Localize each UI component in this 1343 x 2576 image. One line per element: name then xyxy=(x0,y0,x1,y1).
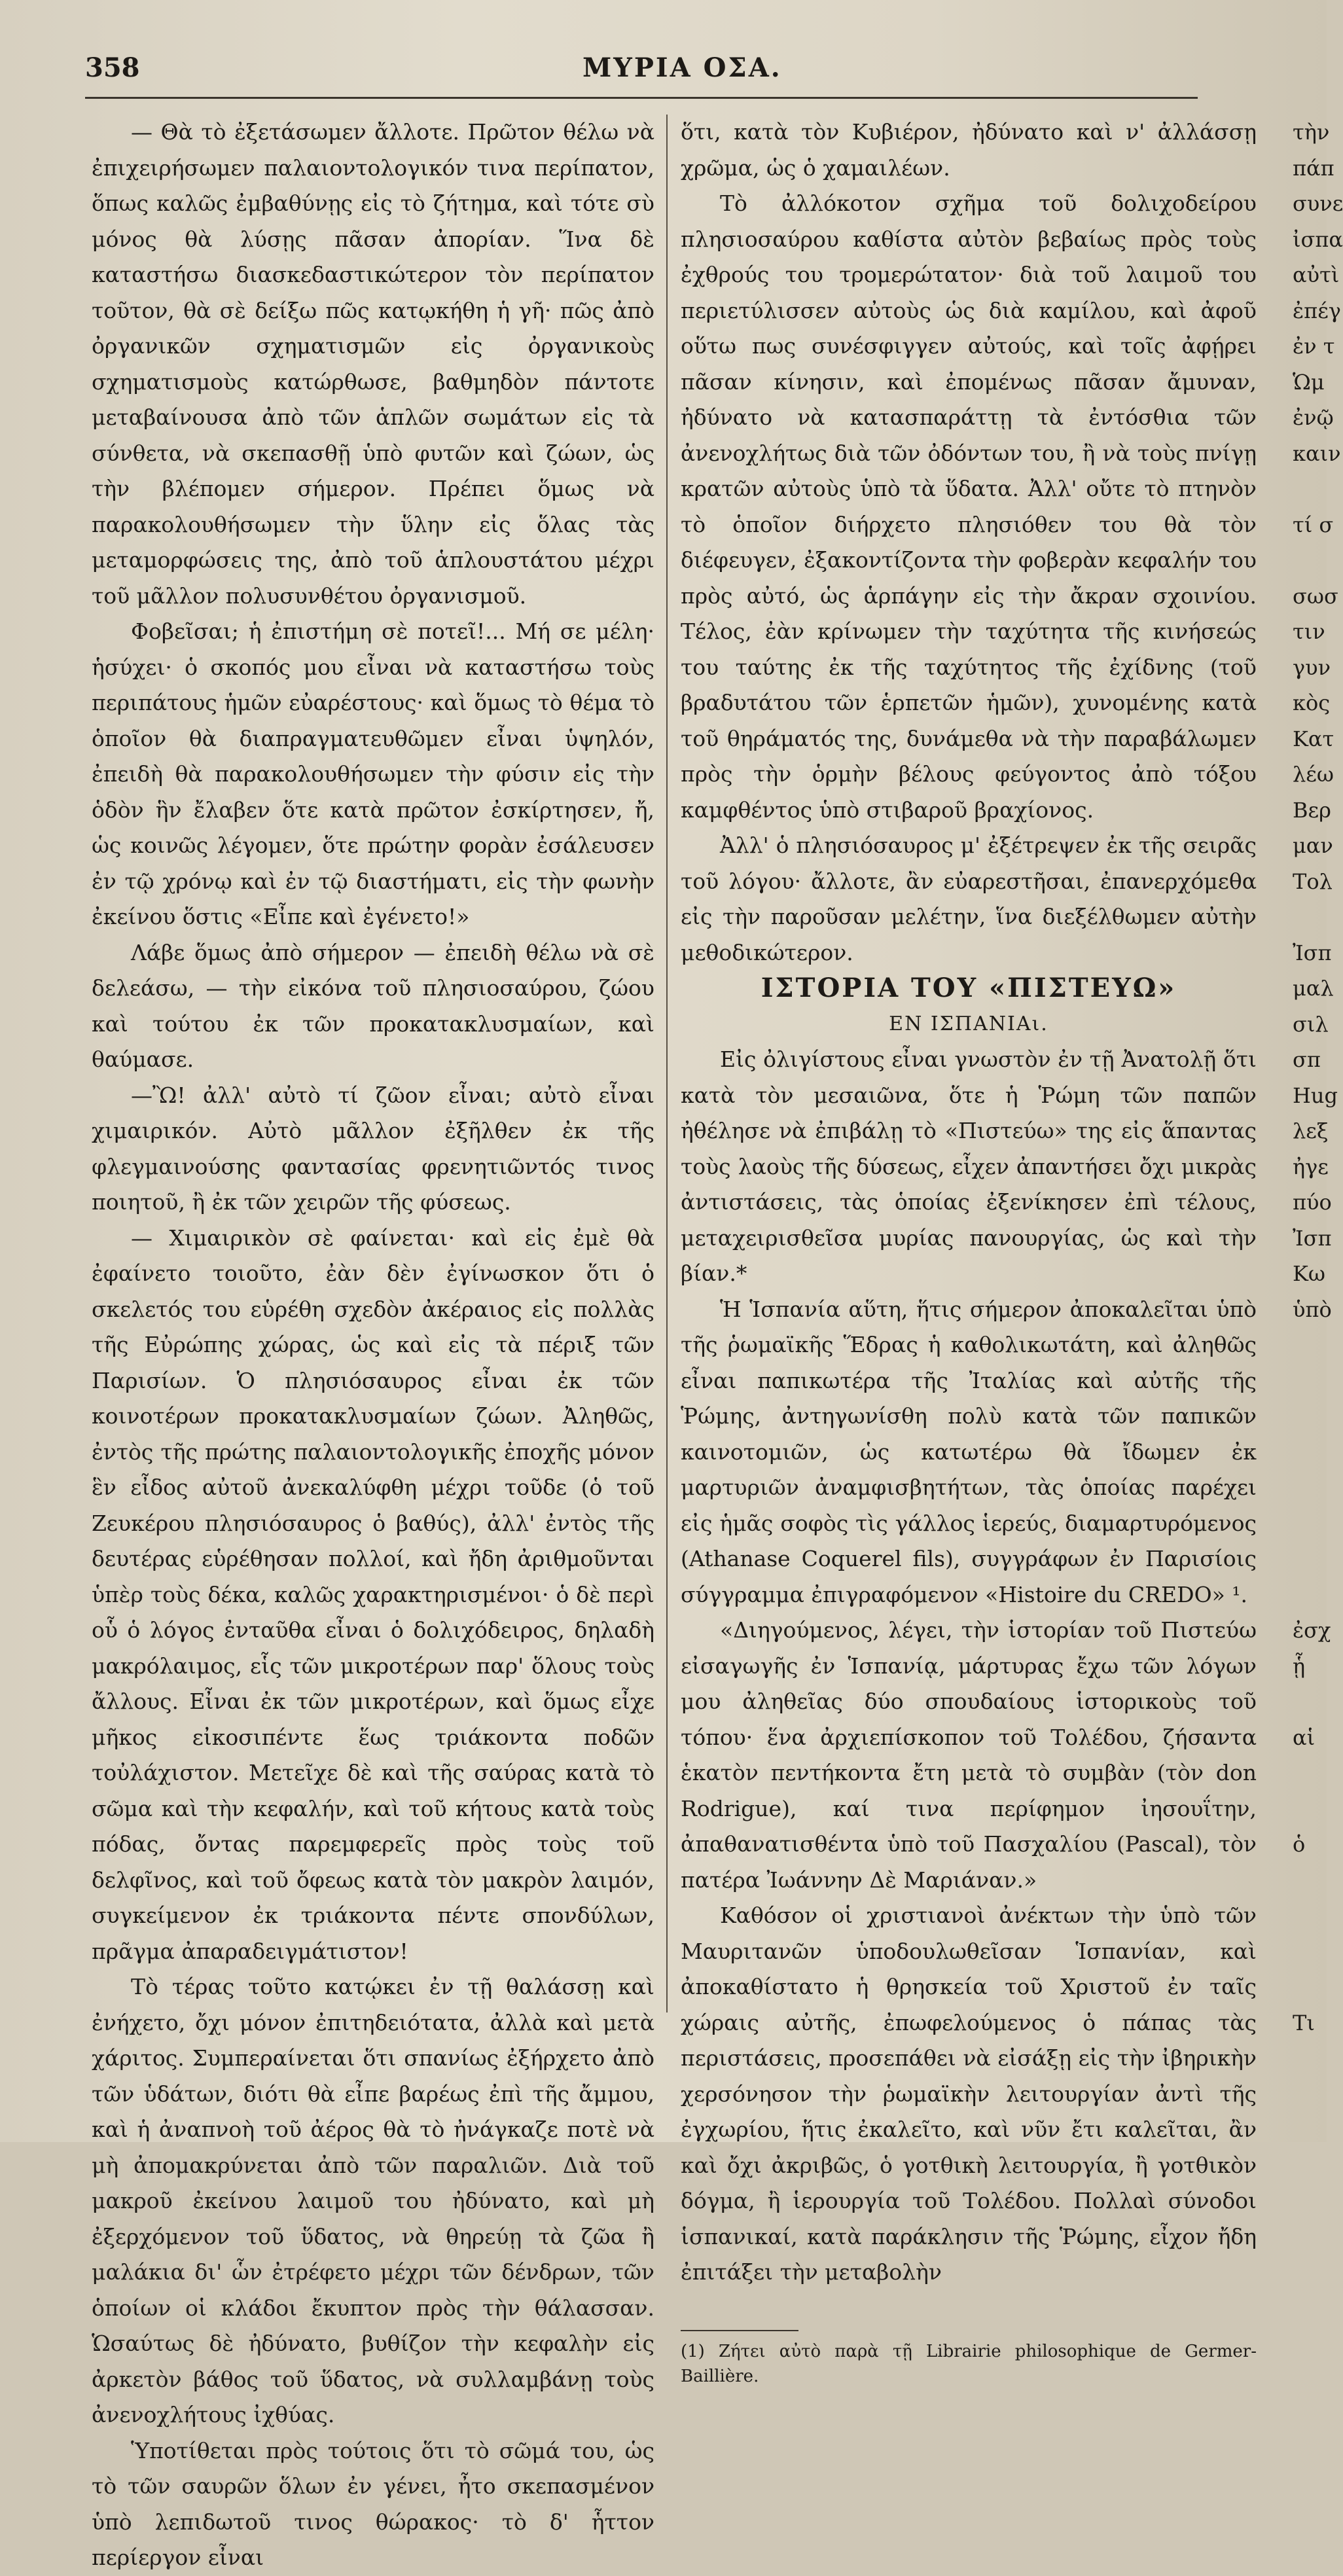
edge-line: τιν xyxy=(1293,619,1325,644)
section-subtitle: ΕΝ ΙΣΠΑΝΙΑι. xyxy=(889,1012,1048,1035)
edge-line xyxy=(1293,471,1327,507)
edge-line xyxy=(1293,1470,1327,1506)
paragraph: Τὸ ἀλλόκοτον σχῆμα τοῦ δολιχοδείρου πλησιοσαύρου καθίστα αὐτὸν βεβαίως πρὸς τοὺς ἐχθρούς του τρομερώτατον· διὰ τοῦ λαιμοῦ του περιετύλισσεν αὐτοὺς ὡς διὰ καμίλου, καὶ ἀφοῦ οὕτω πως συνέσφιγγεν αὐτούς, καὶ τοῖς ἀφῄρει πᾶσαν κίνησιν, καὶ ἐπομένως πᾶσαν ἄμυναν, ἠδύνατο νὰ κατασπαράττῃ τὰ ἐντόσθια τῶν ἀνενοχλήτως διὰ τῶν ὀδόντων του, ἢ νὰ τοὺς πνίγῃ κρατῶν αὐτοὺς ὑπὸ τὰ ὕδατα. Ἀλλ' οὔτε τὸ πτηνὸν τὸ ὁποῖον διήρχετο πλησιόθεν του θὰ τὸν διέφευγεν, ἐξακοντίζοντα τὴν φοβερὰν κεφαλήν του πρὸς αὐτό, ὡς ἁρπάγην εἰς τὴν ἄκραν σχοινίου. Τέλος, ἐὰν κρίνωμεν τὴν ταχύτητα τῆς κινήσεώς του ταύτης ἐκ τῆς ταχύτητος τῆς ἐχίδνης (τοῦ βραδυτάτου τῶν ἑρπετῶν ἡμῶν), χυνομένης κατὰ τοῦ θηράματός της, δυνάμεθα νὰ τὴν παραβάλωμεν πρὸς τὴν ὁρμὴν βέλους φεύγοντος ἀπὸ τόξου καμφθέντος ὑπὸ στιβαροῦ βραχίονος. xyxy=(681,190,1257,823)
edge-line: Κατ xyxy=(1293,726,1334,751)
paragraph: Ἡ Ἱσπανία αὕτη, ἥτις σήμερον ἀποκαλεῖται ὑπὸ τῆς ῥωμαϊκῆς Ἕδρας ἡ καθολικωτάτη, καὶ ἀληθῶς εἶναι παπικωτέρα τῆς Ἰταλίας καὶ αὐτῆς τῆς Ῥώμης, ἀντηγωνίσθη πολὺ κατὰ τῶν παπικῶν καινοτομιῶν, ὡς κατωτέρω θὰ ἴδωμεν ἐκ μαρτυριῶν ἀναμφισβητήτων, τὰς ὁποίας παρέχει εἰς ἡμᾶς σοφὸς τὶς γάλλος ἱερεύς, διαμαρτυρόμενος (Athanase Coquerel fils), συγγράφων ἐν Παρισίοις σύγγραμμα ἐπιγραφόμενον «Histoire du CREDO» ¹. xyxy=(681,1296,1257,1607)
edge-line: κὸς xyxy=(1293,690,1331,715)
edge-line: σπ xyxy=(1293,1047,1321,1072)
edge-line: Τολ xyxy=(1293,868,1333,894)
page-number: 358 xyxy=(85,52,140,83)
edge-line xyxy=(1293,1363,1327,1399)
edge-line xyxy=(1293,1506,1327,1542)
edge-line: ἐν τ xyxy=(1293,334,1335,359)
edge-line xyxy=(1293,1755,1327,1791)
footnote-rule xyxy=(681,2330,798,2331)
edge-line xyxy=(1293,1399,1327,1435)
edge-line: Ὡμ xyxy=(1293,369,1325,395)
column-divider xyxy=(666,115,668,2012)
edge-line: Ἰσπ xyxy=(1293,940,1332,965)
page-header xyxy=(85,46,1198,98)
edge-line: ᾗ xyxy=(1293,1653,1306,1679)
paragraph: Ἀλλ' ὁ πλησιόσαυρος μ' ἐξέτρεψεν ἐκ τῆς σειρᾶς τοῦ λόγου· ἄλλοτε, ἂν εὐαρεστῆσαι, ἐπανερχόμεθα εἰς τὴν παροῦσαν μελέτην, ἵνα διεξέλθωμεν αὐτὴν μεθοδικώτερον. xyxy=(681,832,1257,965)
edge-line: αὐτὶ xyxy=(1293,262,1340,287)
header-rule xyxy=(85,97,1198,99)
edge-line: καιν xyxy=(1293,440,1341,466)
section-title: ΙΣΤΟΡΙΑ ΤΟΥ «ΠΙΣΤΕΥΩ» xyxy=(761,973,1177,1003)
edge-line xyxy=(1293,1898,1327,1934)
edge-line: ἠγε xyxy=(1293,1154,1329,1179)
edge-line: Κω xyxy=(1293,1261,1325,1286)
edge-line: ὑπὸ xyxy=(1293,1297,1332,1322)
edge-line: τὴν xyxy=(1293,120,1330,145)
running-title: ΜΥΡΙΑ ΟΣΑ. xyxy=(582,52,782,83)
edge-line: γυν xyxy=(1293,654,1331,680)
edge-line: σιλ xyxy=(1293,1011,1329,1037)
edge-line xyxy=(1293,1863,1327,1899)
paragraph: Εἰς ὀλιγίστους εἶναι γνωστὸν ἐν τῇ Ἀνατολῇ ὅτι κατὰ τὸν μεσαιῶνα, ὅτε ἡ Ῥώμη τῶν παπῶν ἠθέλησε νὰ ἐπιβάλῃ τὸ «Πιστεύω» της εἰς ἅπαντας τοὺς λαοὺς τῆς δύσεως, εἶχεν ἀπαντήσει ὄχι μικρὰς ἀντιστάσεις, τὰς ὁποίας ἐξενίκησεν ἐπὶ τέλους, μεταχειρισθεῖσα μυρίας πανουργίας, ὡς καὶ τὴν βίαν.* xyxy=(681,1046,1257,1286)
edge-line xyxy=(1293,1435,1327,1471)
paragraph: Λάβε ὅμως ἀπὸ σήμερον — ἐπειδὴ θέλω νὰ σὲ δελεάσω, — τὴν εἰκόνα τοῦ πλησιοσαύρου, ζώου καὶ τούτου ἐκ τῶν προκατακλυσμαίων, καὶ θαύμασε. xyxy=(92,939,654,1072)
edge-line: Ἰσπ xyxy=(1293,1225,1332,1251)
edge-line xyxy=(1293,1791,1327,1827)
edge-line: Hug xyxy=(1293,1082,1338,1108)
edge-line: σωσ xyxy=(1293,583,1338,609)
right-column xyxy=(681,115,1257,2389)
edge-line xyxy=(1293,1969,1327,2005)
left-column xyxy=(92,115,654,2576)
edge-line: λεξ xyxy=(1293,1118,1329,1143)
edge-line: ἐνῷ xyxy=(1293,405,1334,430)
paragraph: Φοβεῖσαι; ἡ ἐπιστήμη σὲ ποτεῖ!... Μή σε μέλη· ἡσύχει· ὁ σκοπός μου εἶναι νὰ καταστήσω τοὺς περιπάτους ἡμῶν εὐαρέστους· καὶ ὅμως τὸ θέμα τὸ ὁποῖον θὰ διαπραγματευθῶμεν εἶναι ὑψηλόν, ἐπειδὴ θὰ παρακολουθήσωμεν τὴν φύσιν εἰς τὴν ὁδὸν ἣν ἔλαβεν ὅτε κατὰ πρῶτον ἐσκίρτησεν, ἤ, ὡς κοινῶς λέγομεν, ὅτε πρώτην φορὰν ἐσάλευσεν ἐν τῷ χρόνῳ καὶ ἐν τῷ διαστήματι, εἰς τὴν φωνὴν ἐκείνου ὅστις «Εἶπε καὶ ἐγένετο!» xyxy=(92,618,654,929)
paragraph: Τὸ τέρας τοῦτο κατῴκει ἐν τῇ θαλάσσῃ καὶ ἐνήχετο, ὄχι μόνον ἐπιτηδειότατα, ἀλλὰ καὶ μετὰ χάριτος. Συμπεραίνεται ὅτι σπανίως ἐξήρχετο ἀπὸ τῶν ὑδάτων, διότι θὰ εἶπε βαρέως ἐπὶ τῆς ἄμμου, καὶ ἡ ἀναπνοὴ τοῦ ἀέρος θὰ τὸ ἠνάγκαζε ποτὲ νὰ μὴ ἀπομακρύνεται ἀπὸ τῶν παραλιῶν. Διὰ τοῦ μακροῦ ἐκείνου λαιμοῦ του ἠδύνατο, καὶ μὴ ἐξερχόμενον τοῦ ὕδατος, νὰ θηρεύῃ τὰ ζῶα ἢ μαλάκια δι' ὧν ἐτρέφετο μέχρι τῶν δένδρων, τῶν ὁποίων οἱ κλάδοι ἔκυπτον πρὸς τὴν θάλασσαν. Ὡσαύτως δὲ ἠδύνατο, βυθίζον τὴν κεφαλὴν εἰς ἀρκετὸν βάθος τοῦ ὕδατος, νὰ συλλαμβάνῃ τοὺς ἀνενοχλήτους ἰχθύας. xyxy=(92,1974,654,2427)
edge-line xyxy=(1293,1684,1327,1720)
edge-line: πάπ xyxy=(1293,155,1334,181)
paragraph: —Ὢ! ἀλλ' αὐτὸ τί ζῶον εἶναι; αὐτὸ εἶναι χιμαιρικόν. Αὐτὸ μᾶλλον ἐξῆλθεν ἐκ τῆς φλεγμαινούσης φαντασίας φρενητιῶντός τινος ποιητοῦ, ἢ ἐκ τῶν χειρῶν τῆς φύσεως. xyxy=(92,1082,654,1215)
edge-line: μαλ xyxy=(1293,976,1334,1001)
edge-line: ἐπέγ xyxy=(1293,298,1341,323)
edge-line: Τι xyxy=(1293,2010,1315,2035)
edge-line: συνε xyxy=(1293,191,1343,216)
edge-line xyxy=(1293,1541,1327,1577)
edge-line: ἐσχ xyxy=(1293,1618,1331,1643)
edge-line: τί σ xyxy=(1293,512,1334,537)
edge-line xyxy=(1293,1327,1327,1363)
edge-line xyxy=(1293,543,1327,579)
edge-line: πύο xyxy=(1293,1190,1332,1215)
adjacent-page-edge xyxy=(1293,115,1343,2041)
paragraph: — Χιμαιρικὸν σὲ φαίνεται· καὶ εἰς ἐμὲ θὰ ἐφαίνετο τοιοῦτο, ἐὰν δὲν ἐγίνωσκον ὅτι ὁ σκελετός του εὑρέθη σχεδὸν ἀκέραιος εἰς πολλὰς τῆς Εὐρώπης χώρας, ὡς καὶ εἰς τὰ πέριξ τῶν Παρισίων. Ὁ πλησιόσαυρος εἶναι ἐκ τῶν κοινοτέρων προκατακλυσμαίων ζώων. Ἀληθῶς, ἐντὸς τῆς πρώτης παλαιοντολογικῆς ἐποχῆς μόνον ἓν εἶδος αὐτοῦ ἀνεκαλύφθη μέχρι τοῦδε (ὁ τοῦ Ζευκέρου πλησιόσαυρος ὁ βαθύς), ἀλλ' ἐντὸς τῆς δευτέρας εὑρέθησαν πολλοί, καὶ ἤδη ἀριθμοῦνται ὑπὲρ τοὺς δέκα, καλῶς χαρακτηρισμένοι· ὁ δὲ περὶ οὗ ὁ λόγος ἐνταῦθα εἶναι ὁ δολιχόδειρος, δηλαδὴ μακρόλαιμος, εἷς τῶν μικροτέρων παρ' ὅλους τοὺς ἄλλους. Εἶναι ἐκ τῶν μικροτέρων, καὶ ὅμως εἶχε μῆκος εἰκοσιπέντε ἕως τριάκοντα ποδῶν τοὐλάχιστον. Μετεῖχε δὲ καὶ τῆς σαύρας κατὰ τὸ σῶμα καὶ τὴν κεφαλήν, καὶ τοῦ κήτους κατὰ τοὺς πόδας, ὄντας παρεμφερεῖς πρὸς τοὺς τοῦ δελφῖνος, καὶ τοῦ ὄφεως κατὰ τὸν μακρὸν λαιμόν, συγκείμενον ἐκ τριάκοντα πέντε σπονδύλων, πρᾶγμα ἀπαραδειγμάτιστον! xyxy=(92,1225,654,1964)
edge-line: ὁ xyxy=(1293,1832,1306,1857)
paragraph: Καθόσον οἱ χριστιανοὶ ἀνέκτων τὴν ὑπὸ τῶν Μαυριτανῶν ὑποδουλωθεῖσαν Ἱσπανίαν, καὶ ἀποκαθίστατο ἡ θρησκεία τοῦ Χριστοῦ ἐν ταῖς χώραις αὐτῆς, ἐπωφελούμενος ὁ πάπας τὰς περιστάσεις, προσεπάθει νὰ εἰσάξῃ εἰς τὴν ἰβηρικὴν χερσόνησον τὴν ῥωμαϊκὴν λειτουργίαν ἀντὶ τῆς ἐγχωρίου, ἥτις ἐκαλεῖτο, καὶ νῦν ἔτι καλεῖται, ἂν καὶ ὄχι ἀκριβῶς, ὁ γοτθικὴ λειτουργία, ἢ γοτθικὸν δόγμα, ἢ ἱερουργία τοῦ Τολέδου. Πολλαὶ σύνοδοι ἱσπανικαί, κατὰ παράκλησιν τῆς Ῥώμης, εἶχον ἤδη ἐπιτάξει τὴν μεταβολὴν xyxy=(681,1903,1257,2285)
edge-line: ἰσπα xyxy=(1293,226,1343,252)
edge-line xyxy=(1293,1934,1327,1970)
footnote: (1) Ζήτει αὐτὸ παρὰ τῇ Librairie philosophique de Germer-Baillière. xyxy=(681,2341,1257,2386)
paragraph: ὅτι, κατὰ τὸν Κυβιέρον, ἠδύνατο καὶ ν' ἀλλάσσῃ χρῶμα, ὡς ὁ χαμαιλέων. xyxy=(681,119,1257,181)
edge-line: αἱ xyxy=(1293,1725,1316,1750)
paragraph: Ὑποτίθεται πρὸς τούτοις ὅτι τὸ σῶμά του, ὡς τὸ τῶν σαυρῶν ὅλων ἐν γένει, ἦτο σκεπασμένον ὑπὸ λεπιδωτοῦ τινος θώρακος· τὸ δ' ἧττον περίεργον εἶναι xyxy=(92,2437,654,2570)
edge-line xyxy=(1293,1577,1327,1613)
edge-line: Βερ xyxy=(1293,797,1331,823)
edge-line xyxy=(1293,899,1327,935)
edge-line: μαν xyxy=(1293,833,1333,858)
paragraph: — Θὰ τὸ ἐξετάσωμεν ἄλλοτε. Πρῶτον θέλω νὰ ἐπιχειρήσωμεν παλαιοντολογικόν τινα περίπατον, ὅπως καλῶς ἐμβαθύνῃς εἰς τὸ ζήτημα, καὶ τότε σὺ μόνος θὰ λύσῃς πᾶσαν ἀπορίαν. Ἵνα δὲ καταστήσω διασκεδαστικώτερον τὸν περίπατον τοῦτον, θὰ σὲ δείξω πῶς κατῳκήθη ἡ γῆ· πῶς ἀπὸ ὀργανικῶν σχηματισμῶν εἰς ὀργανικοὺς σχηματισμοὺς κατώρθωσε, βαθμηδὸν πάντοτε μεταβαίνουσα ἀπὸ τῶν ἁπλῶν σωμάτων εἰς τὰ σύνθετα, νὰ σκεπασθῇ ὑπὸ φυτῶν καὶ ζώων, ὡς τὴν βλέπομεν σήμερον. Πρέπει ὅμως νὰ παρακολουθήσωμεν τὴν ὕλην εἰς ὅλας τὰς μεταμορφώσεις της, ἀπὸ τοῦ ἁπλουστάτου μέχρι τοῦ μᾶλλον πολυσυνθέτου ὀργανισμοῦ. xyxy=(92,119,654,609)
edge-line: λέω xyxy=(1293,762,1334,787)
paragraph: «Διηγούμενος, λέγει, τὴν ἱστορίαν τοῦ Πιστεύω εἰσαγωγῆς ἐν Ἱσπανίᾳ, μάρτυρας ἔχω τῶν λόγων μου ἀληθεῖας δύο σπουδαίους ἱστορικοὺς τοῦ τόπου· ἕνα ἀρχιεπίσκοπον τοῦ Τολέδου, ζήσαντα ἑκατὸν πεντήκοντα ἔτη μετὰ τὸ συμβὰν (τὸν don Rodrigue), καί τινα περίφημον ἰησουΐτην, ἀπαθανατισθέντα ὑπὸ τοῦ Πασχαλίου (Pascal), τὸν πατέρα Ἰωάννην Δὲ Μαριάναν.» xyxy=(681,1617,1257,1893)
